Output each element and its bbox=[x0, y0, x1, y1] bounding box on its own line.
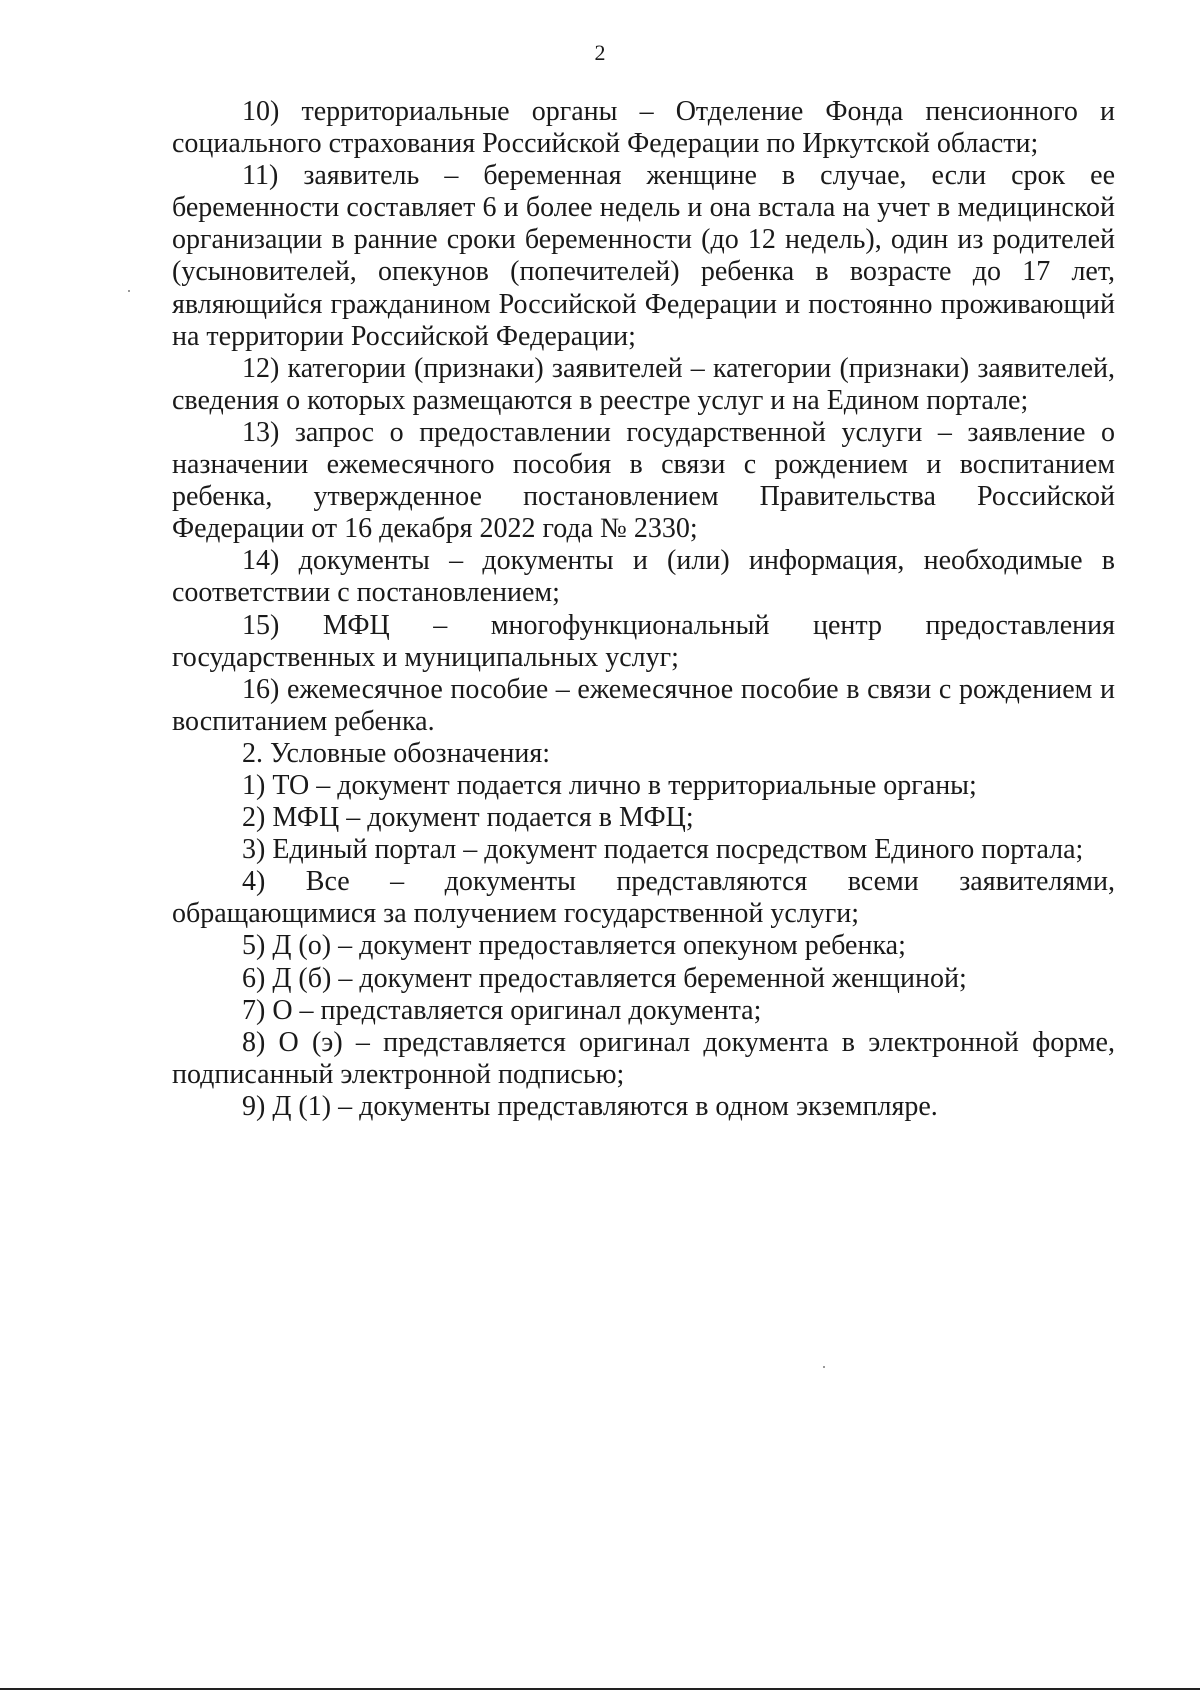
paragraph-mfc: 15) МФЦ – многофункциональный центр предоставления государственных и муниципальных услуг; bbox=[172, 609, 1115, 673]
legend-item-one-copy: 9) Д (1) – документы представляются в одном экземпляре. bbox=[242, 1090, 938, 1122]
legend-item-all: 4) Все – документы представляются всеми заявителями, обращающимися за получением государственной услуги; bbox=[172, 866, 1115, 930]
paragraph-applicant: 11) заявитель – беременная женщине в случае, если срок ее беременности составляет 6 и более недель и она встала на учет в медицинской организации в ранние сроки беременности (до 12 недель), один из родителей (усыновителей, опекунов (попечителей) ребенка в возрасте до 17 лет, являющийся гражданином Российской Федерации и постоянно проживающий на территории Российской Федерации; bbox=[172, 160, 1115, 352]
legend-item-mfc: 2) МФЦ – документ подается в МФЦ; bbox=[242, 802, 694, 834]
paragraph-monthly-allowance: 16) ежемесячное пособие – ежемесячное пособие в связи с рождением и воспитанием ребенка. bbox=[172, 673, 1115, 737]
page-bottom-edge bbox=[0, 1688, 1200, 1690]
legend-item-portal: 3) Единый портал – документ подается посредством Единого портала; bbox=[242, 834, 1084, 866]
section-heading-legend: 2. Условные обозначения: bbox=[242, 737, 551, 769]
paragraph-applicant-categories: 12) категории (признаки) заявителей – категории (признаки) заявителей, сведения о которых размещаются в реестре услуг и на Едином портале; bbox=[172, 352, 1115, 416]
legend-item-electronic-original: 8) О (э) – представляется оригинал документа в электронной форме, подписанный электронной подписью; bbox=[172, 1026, 1115, 1090]
scan-artifact-dot bbox=[823, 1366, 825, 1368]
paragraph-documents: 14) документы – документы и (или) информация, необходимые в соответствии с постановлением; bbox=[172, 545, 1115, 609]
legend-item-pregnant: 6) Д (б) – документ предоставляется беременной женщиной; bbox=[242, 962, 967, 994]
legend-item-guardian: 5) Д (о) – документ предоставляется опекуном ребенка; bbox=[242, 930, 906, 962]
legend-item-to: 1) ТО – документ подается лично в территориальные органы; bbox=[242, 769, 977, 801]
document-body bbox=[172, 96, 1115, 1123]
scan-artifact-dot bbox=[128, 290, 130, 292]
paragraph-territorial-bodies: 10) территориальные органы – Отделение Фонда пенсионного и социального страхования Российской Федерации по Иркутской области; bbox=[172, 96, 1115, 160]
paragraph-service-request: 13) запрос о предоставлении государственной услуги – заявление о назначении ежемесячного пособия в связи с рождением и воспитанием ребенка, утвержденное постановлением Правительства Российской Федерации от 16 декабря 2022 года № 2330; bbox=[172, 416, 1115, 545]
legend-item-original: 7) О – представляется оригинал документа; bbox=[242, 994, 762, 1026]
page-number: 2 bbox=[594, 40, 606, 65]
